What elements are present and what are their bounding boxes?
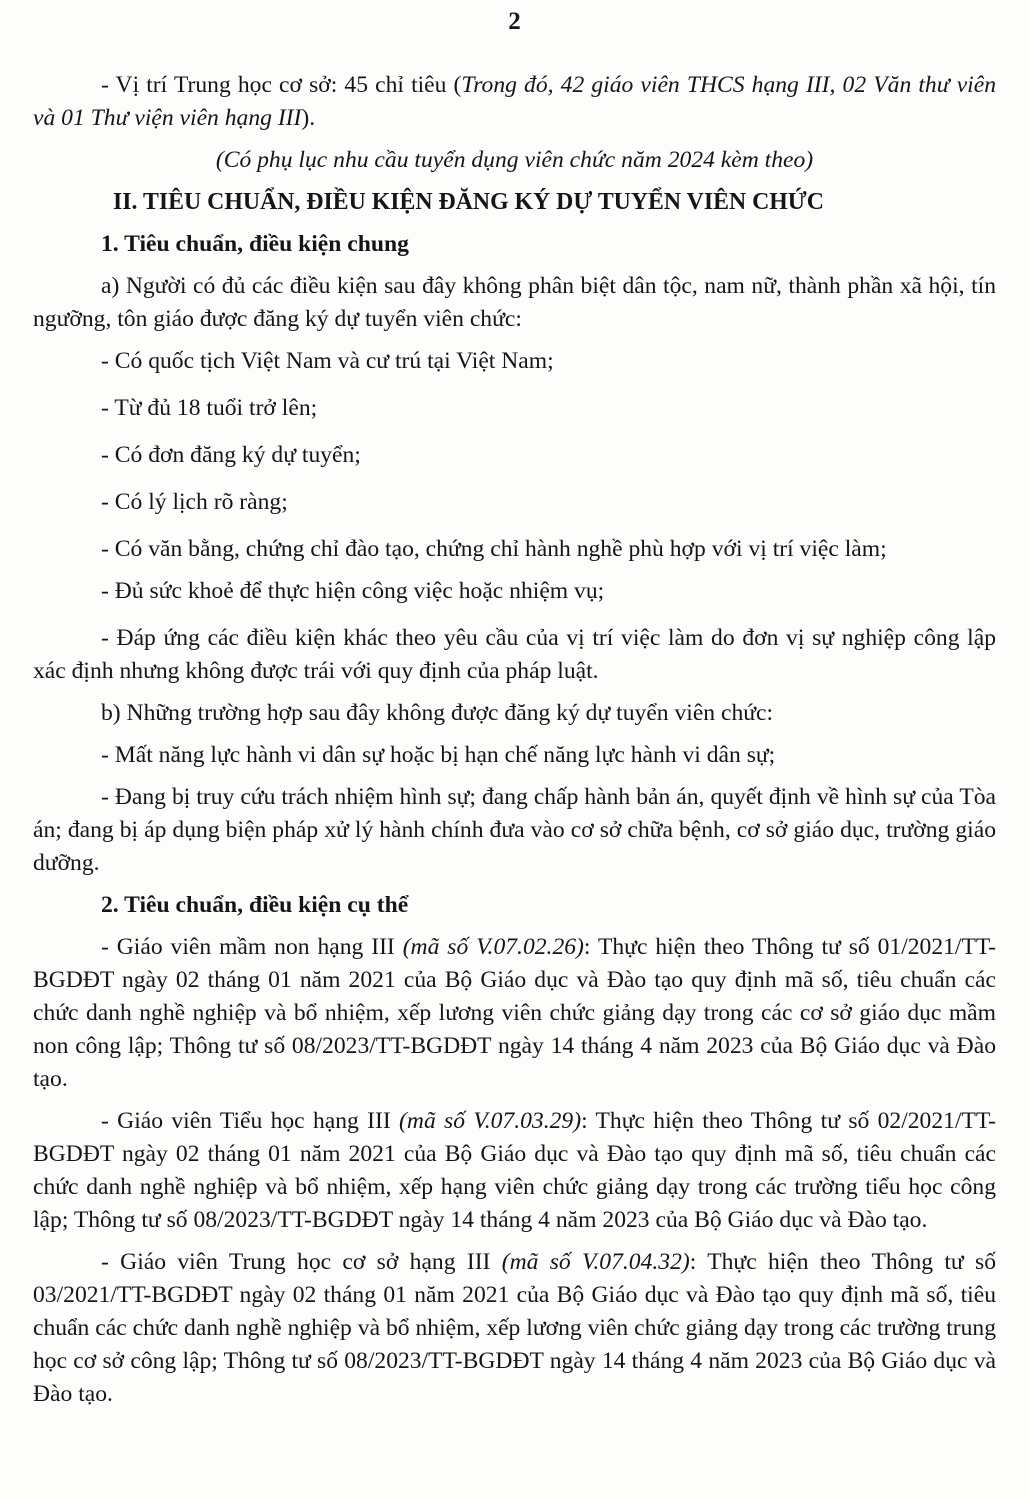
list-item: - Có quốc tịch Việt Nam và cư trú tại Việt Nam; — [101, 348, 554, 374]
document-body — [33, 69, 996, 1420]
page-number: 2 — [508, 8, 521, 35]
list-item: - Có lý lịch rõ ràng; — [101, 489, 288, 515]
paragraph-mam-non: - Giáo viên mầm non hạng III (mã số V.07.02.26): Thực hiện theo Thông tư số 01/2021/TT-BGDĐT ngày 02 tháng 01 năm 2021 của Bộ Giáo dục và Đào tạo quy định mã số, tiêu chuẩn các chức danh nghề nghiệp và bổ nhiệm, xếp lương viên chức giảng dạy trong các cơ sở giáo dục mầm non công lập; Thông tư số 08/2023/TT-BGDĐT ngày 14 tháng 4 năm 2023 của Bộ Giáo dục và Đào tạo. — [33, 934, 997, 1092]
subsection-heading-2: 2. Tiêu chuẩn, điều kiện cụ thể — [101, 892, 409, 918]
appendix-note: (Có phụ lục nhu cầu tuyển dụng viên chức năm 2024 kèm theo) — [215, 147, 814, 173]
paragraph-thcs: - Giáo viên Trung học cơ sở hạng III (mã số V.07.04.32): Thực hiện theo Thông tư số 03/2021/TT-BGDĐT ngày 02 tháng 01 năm 2021 của Bộ Giáo dục và Đào tạo quy định mã số, tiêu chuẩn các chức danh nghề nghiệp và bổ nhiệm, xếp lương viên chức giảng dạy trong các trường trung học cơ sở công lập; Thông tư số 08/2023/TT-BGDĐT ngày 14 tháng 4 năm 2023 của Bộ Giáo dục và Đào tạo. — [33, 1249, 996, 1407]
list-item: - Mất năng lực hành vi dân sự hoặc bị hạn chế năng lực hành vi dân sự; — [101, 742, 776, 768]
list-item: - Đang bị truy cứu trách nhiệm hình sự; đang chấp hành bản án, quyết định về hình sự của Tòa án; đang bị áp dụng biện pháp xử lý hành chính đưa vào cơ sở chữa bệnh, cơ sở giáo dục, trường giáo dưỡng. — [33, 784, 996, 876]
section-heading-ii: II. TIÊU CHUẨN, ĐIỀU KIỆN ĐĂNG KÝ DỰ TUYỂN VIÊN CHỨC — [113, 189, 824, 215]
paragraph-thcs-quota: - Vị trí Trung học cơ sở: 45 chỉ tiêu (Trong đó, 42 giáo viên THCS hạng III, 02 Văn thư viên và 01 Thư viện viên hạng III). — [33, 72, 996, 131]
paragraph-b: b) Những trường hợp sau đây không được đăng ký dự tuyển viên chức: — [101, 700, 774, 726]
list-item: - Có đơn đăng ký dự tuyển; — [101, 442, 361, 468]
subsection-heading-1: 1. Tiêu chuẩn, điều kiện chung — [101, 231, 409, 257]
paragraph-tieu-hoc: - Giáo viên Tiểu học hạng III (mã số V.07.03.29): Thực hiện theo Thông tư số 02/2021/TT-BGDĐT ngày 02 tháng 01 năm 2021 của Bộ Giáo dục và Đào tạo quy định mã số, tiêu chuẩn các chức danh nghề nghiệp và bổ nhiệm, xếp hạng viên chức giảng dạy trong các trường tiểu học công lập; Thông tư số 08/2023/TT-BGDĐT ngày 14 tháng 4 năm 2023 của Bộ Giáo dục và Đào tạo. — [33, 1108, 997, 1233]
list-item: - Từ đủ 18 tuổi trở lên; — [101, 395, 318, 421]
list-item: - Đủ sức khoẻ để thực hiện công việc hoặc nhiệm vụ; — [101, 578, 605, 604]
list-item: - Có văn bằng, chứng chỉ đào tạo, chứng chỉ hành nghề phù hợp với vị trí việc làm; — [101, 536, 887, 562]
list-item: - Đáp ứng các điều kiện khác theo yêu cầu của vị trí việc làm do đơn vị sự nghiệp công lập xác định nhưng không được trái với quy định của pháp luật. — [33, 625, 996, 684]
paragraph-a: a) Người có đủ các điều kiện sau đây không phân biệt dân tộc, nam nữ, thành phần xã hội, tín ngưỡng, tôn giáo được đăng ký dự tuyển viên chức: — [33, 273, 996, 332]
